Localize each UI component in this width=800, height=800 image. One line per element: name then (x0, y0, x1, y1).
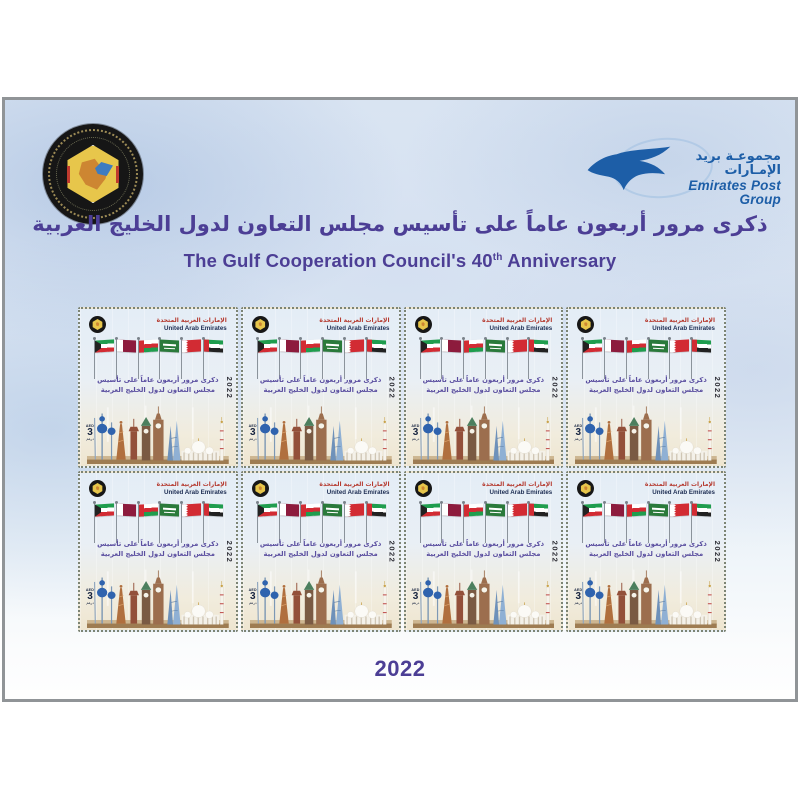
stamp-country-english: United Arab Emirates (164, 324, 227, 332)
flag-bahrain-icon (345, 339, 364, 352)
gulf-landmarks-skyline-icon (575, 566, 717, 628)
stamp-country-arabic: الإمارات العربية المتحدة (644, 317, 715, 324)
gulf-landmarks-skyline-icon (250, 566, 392, 628)
stamp-country-english: United Arab Emirates (326, 488, 390, 496)
stamp-caption-line2: مجلس التعاون لدول الخليج العربية (426, 550, 541, 559)
year-caption: 2022 (374, 656, 426, 681)
stamp-value-unit: درهم (411, 437, 420, 442)
flag-kuwait-icon (95, 503, 114, 516)
stamp-country-block (482, 317, 552, 332)
gcc-emblem-mini-icon (252, 316, 269, 333)
flag-saudi-arabia-icon (323, 340, 342, 353)
stamp-value: 3 (575, 427, 582, 439)
gcc-emblem-mini-icon (89, 480, 106, 497)
stamp-denomination (572, 425, 584, 442)
stamp-year: 2022 (550, 540, 560, 563)
stamp-country-arabic: الإمارات العربية المتحدة (644, 481, 715, 488)
stamp-caption-line2: مجلس التعاون لدول الخليج العربية (100, 550, 215, 559)
stamp-value-unit: درهم (86, 601, 94, 606)
stamp-country-english: United Arab Emirates (489, 324, 553, 332)
stamp-caption-line1: ذكرى مرور أربعون عاماً على تأسيس (422, 376, 545, 384)
stamp-caption-line2: مجلس التعاون لدول الخليج العربية (100, 386, 215, 395)
flag-bahrain-icon (508, 503, 527, 516)
gulf-landmarks-skyline-icon (250, 402, 392, 464)
flag-oman-icon (627, 339, 646, 352)
stamp (566, 307, 726, 468)
flag-oman-icon (139, 503, 158, 516)
flag-bahrain-icon (670, 339, 689, 352)
flag-saudi-arabia-icon (323, 504, 342, 517)
stamp-country-arabic: الإمارات العربية المتحدة (319, 481, 390, 488)
stamp-caption (243, 375, 399, 395)
flag-oman-icon (301, 339, 320, 352)
gcc-emblem-mini-icon (415, 316, 432, 333)
title-english (5, 250, 795, 272)
stamp-currency: AED (411, 587, 420, 592)
gulf-landmarks-skyline-icon (87, 566, 229, 628)
stamp (404, 471, 564, 632)
post-group-wordmark (651, 150, 781, 208)
flag-bahrain-icon (508, 339, 527, 352)
flag-uae-icon (529, 340, 548, 353)
title-english-prefix: The Gulf Cooperation Council's 40 (183, 250, 493, 271)
gcc-flags-row (581, 339, 711, 379)
flag-oman-icon (301, 503, 320, 516)
stamp-value-unit: درهم (248, 437, 257, 442)
gulf-landmarks-skyline-icon (413, 566, 555, 628)
stamp-caption-line2: مجلس التعاون لدول الخليج العربية (263, 386, 378, 395)
gulf-landmarks-skyline-icon (87, 402, 229, 464)
stamp-denomination (84, 425, 96, 442)
flag-qatar-icon (280, 504, 299, 517)
stamp-caption-line1: ذكرى مرور أربعون عاماً على تأسيس (259, 540, 382, 548)
flag-qatar-icon (442, 340, 461, 353)
stamp-caption (568, 375, 724, 395)
stamp-currency: AED (85, 587, 95, 592)
stamp-year: 2022 (224, 540, 234, 563)
flag-saudi-arabia-icon (649, 340, 668, 353)
stamp-denomination (410, 425, 422, 442)
stamp-sheet (78, 307, 726, 632)
stamp-caption (406, 375, 562, 395)
stamp-country-arabic: الإمارات العربية المتحدة (156, 317, 227, 324)
flag-kuwait-icon (95, 339, 114, 352)
stamp-caption (80, 539, 236, 559)
stamp-value: 3 (412, 427, 419, 439)
stamp-caption-line1: ذكرى مرور أربعون عاماً على تأسيس (422, 540, 545, 548)
stamp-currency: AED (574, 423, 583, 428)
gulf-landmarks-skyline-icon (575, 402, 717, 464)
stamp-currency: AED (411, 423, 420, 428)
stamp-country-arabic: الإمارات العربية المتحدة (156, 481, 227, 488)
stamp-value-unit: درهم (574, 601, 583, 606)
stamp-caption-line1: ذكرى مرور أربعون عاماً على تأسيس (97, 540, 219, 548)
stamp-caption-line1: ذكرى مرور أربعون عاماً على تأسيس (97, 376, 219, 384)
sheet-border-frame (2, 97, 798, 702)
flag-qatar-icon (442, 504, 461, 517)
stamp-value: 3 (575, 591, 582, 603)
stamp-caption-line2: مجلس التعاون لدول الخليج العربية (263, 550, 378, 559)
stamp-year: 2022 (550, 376, 560, 399)
flag-uae-icon (367, 504, 386, 517)
stamp-country-arabic: الإمارات العربية المتحدة (319, 317, 390, 324)
stamp-year: 2022 (713, 540, 722, 563)
flag-qatar-icon (605, 504, 624, 517)
flag-uae-icon (367, 340, 386, 353)
flag-kuwait-icon (258, 339, 277, 352)
stamp-country-block (645, 317, 715, 332)
stamp-denomination (410, 589, 422, 606)
flag-uae-icon (204, 504, 223, 517)
stamp-denomination (572, 589, 584, 606)
gcc-flags-row (256, 339, 386, 379)
flag-bahrain-icon (182, 503, 201, 516)
stamp-currency: AED (574, 587, 583, 592)
flag-uae-icon (204, 340, 223, 353)
stamp-currency: AED (85, 423, 95, 428)
stamp-value: 3 (87, 427, 93, 439)
flag-uae-icon (529, 504, 548, 517)
stamp-denomination (84, 589, 96, 606)
flag-kuwait-icon (421, 339, 440, 352)
flag-qatar-icon (117, 340, 136, 353)
flag-qatar-icon (117, 504, 136, 517)
flag-oman-icon (464, 339, 483, 352)
stamp-country-block (319, 481, 389, 496)
stamp-country-arabic: الإمارات العربية المتحدة (482, 481, 553, 488)
stamp (566, 471, 726, 632)
gcc-emblem-mini-icon (252, 480, 269, 497)
stamp-caption-line2: مجلس التعاون لدول الخليج العربية (589, 386, 704, 395)
stamp-country-english: United Arab Emirates (489, 488, 553, 496)
stamp-value-unit: درهم (411, 601, 420, 606)
gulf-landmarks-skyline-icon (413, 402, 555, 464)
flag-oman-icon (627, 503, 646, 516)
stamp-year: 2022 (387, 376, 397, 399)
post-group-name-arabic: مجموعـة بريد الإمـارات (695, 149, 781, 179)
stamp-country-block (482, 481, 552, 496)
stamp (404, 307, 564, 468)
gcc-flags-row (256, 503, 386, 543)
post-group-name-english: Emirates Post Group (688, 177, 781, 208)
stamp-value: 3 (412, 591, 419, 603)
flag-saudi-arabia-icon (486, 340, 505, 353)
title-english-suffix: Anniversary (502, 250, 617, 271)
stamp-value-unit: درهم (86, 437, 94, 442)
stamp-country-block (319, 317, 389, 332)
gcc-flags-row (419, 339, 549, 379)
emblem-red-bar-right (116, 166, 119, 183)
flag-bahrain-icon (670, 503, 689, 516)
stamp-currency: AED (248, 587, 257, 592)
stamp-year: 2022 (387, 540, 397, 563)
gcc-flags-row (419, 503, 549, 543)
flag-qatar-icon (605, 340, 624, 353)
stamp-country-arabic: الإمارات العربية المتحدة (482, 317, 553, 324)
gcc-flags-row (93, 503, 223, 543)
stamp (78, 307, 238, 468)
stamp-country-english: United Arab Emirates (164, 488, 227, 496)
flag-oman-icon (464, 503, 483, 516)
stamp-caption (80, 375, 236, 395)
stamp-denomination (247, 425, 259, 442)
stamp-caption (406, 539, 562, 559)
title-arabic: ذكرى مرور أربعون عاماً على تأسيس مجلس التعاون لدول الخليج العربية (32, 212, 768, 236)
flag-oman-icon (139, 339, 158, 352)
stamp-country-english: United Arab Emirates (652, 488, 715, 496)
gcc-emblem-mini-icon (415, 480, 432, 497)
gcc-flags-row (581, 503, 711, 543)
stamp (241, 307, 401, 468)
emblem-red-bar-left (67, 166, 70, 183)
flag-qatar-icon (280, 340, 299, 353)
flag-saudi-arabia-icon (486, 504, 505, 517)
stamp-year: 2022 (713, 376, 722, 399)
flag-saudi-arabia-icon (160, 340, 179, 353)
stamp-value: 3 (249, 427, 256, 439)
stamp-caption-line1: ذكرى مرور أربعون عاماً على تأسيس (585, 376, 707, 384)
gcc-emblem-icon (43, 124, 143, 224)
stamp-country-block (157, 481, 227, 496)
stamp-country-english: United Arab Emirates (652, 324, 715, 332)
stamp-value: 3 (87, 591, 93, 603)
stamp-value-unit: درهم (248, 601, 257, 606)
stamp-value: 3 (249, 591, 256, 603)
stamp-country-block (157, 317, 227, 332)
stamp-value-unit: درهم (574, 437, 583, 442)
flag-kuwait-icon (421, 503, 440, 516)
gcc-flags-row (93, 339, 223, 379)
stamp-caption-line2: مجلس التعاون لدول الخليج العربية (589, 550, 704, 559)
gcc-emblem-mini-icon (89, 316, 106, 333)
gcc-emblem-mini-icon (577, 480, 594, 497)
title-english-ordinal: th (492, 251, 503, 263)
flag-saudi-arabia-icon (160, 504, 179, 517)
flag-bahrain-icon (345, 503, 364, 516)
flag-kuwait-icon (583, 503, 602, 516)
flag-bahrain-icon (182, 339, 201, 352)
stamp-caption-line1: ذكرى مرور أربعون عاماً على تأسيس (585, 540, 707, 548)
stamp (78, 471, 238, 632)
stamp-caption (243, 539, 399, 559)
stamp-caption-line2: مجلس التعاون لدول الخليج العربية (426, 386, 541, 395)
emirates-post-group-logo (585, 136, 781, 208)
stamp-caption (568, 539, 724, 559)
flag-uae-icon (692, 504, 711, 517)
stamp-country-english: United Arab Emirates (326, 324, 390, 332)
stamp-denomination (247, 589, 259, 606)
stamp-caption-line1: ذكرى مرور أربعون عاماً على تأسيس (259, 376, 382, 384)
flag-uae-icon (692, 340, 711, 353)
stamp (241, 471, 401, 632)
gcc-emblem-mini-icon (577, 316, 594, 333)
flag-kuwait-icon (583, 339, 602, 352)
stamp-currency: AED (248, 423, 257, 428)
flag-kuwait-icon (258, 503, 277, 516)
flag-saudi-arabia-icon (649, 504, 668, 517)
stamp-country-block (645, 481, 715, 496)
stamp-year: 2022 (224, 376, 234, 399)
